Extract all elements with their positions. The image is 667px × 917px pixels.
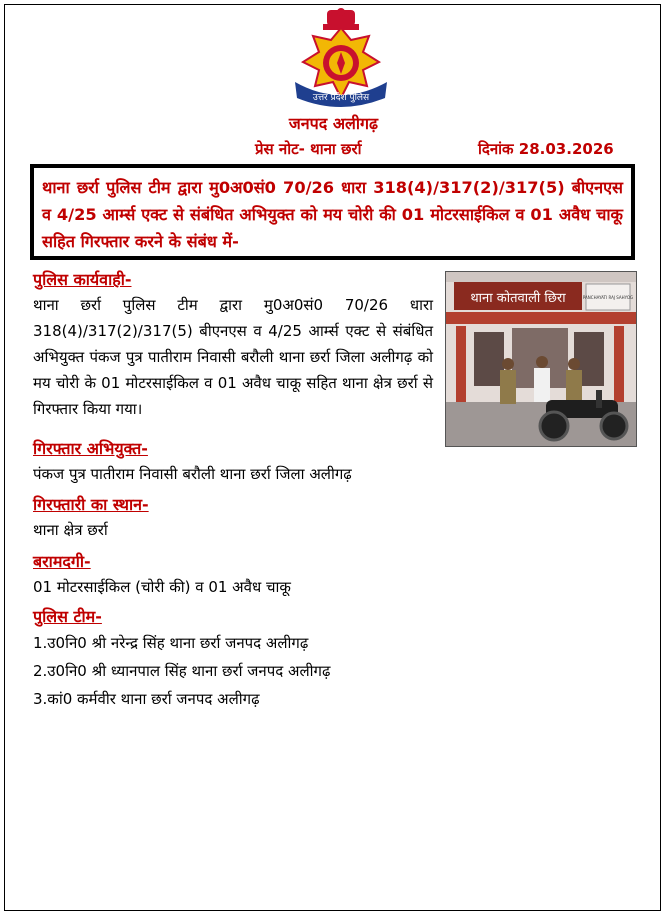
arrest-photo: [445, 271, 637, 447]
action-text: थाना छर्रा पुलिस टीम द्वारा मु0अ0सं0 70/26 धारा 318(4)/317(2)/317(5) बीएनएस व 4/25 आर्म्स एक्ट से संबंधित अभियुक्त पंकज पुत्र पातीराम निवासी बरौली थाना छर्रा जिला अलीगढ़ को मय चोरी के 01 मोटरसाईकिल व 01 अवैध चाकू सहित थाना क्षेत्र छर्रा से गिरफ्तार किया गया।: [33, 296, 433, 418]
press-note-date: दिनांक 28.03.2026: [478, 140, 614, 158]
headline-text: थाना छर्रा पुलिस टीम द्वारा मु0अ0सं0 70/26 धारा 318(4)/317(2)/317(5) बीएनएस व 4/25 आर्म्स एक्ट से संबंधित अभियुक्त को मय चोरी की 01 मोटरसाईकिल व 01 अवैध चाकू सहित गिरफ्तार करने के संबंध में-: [42, 178, 623, 251]
headline-box: [30, 164, 635, 260]
recovery-heading: बरामदगी-: [33, 552, 91, 571]
place-text: थाना क्षेत्र छर्रा: [33, 521, 108, 539]
action-heading: पुलिस कार्यवाही-: [33, 270, 132, 289]
team-heading: पुलिस टीम-: [33, 607, 102, 626]
photo-side-board: PANCHAYATI RAJ SAHYOG: [582, 295, 634, 300]
up-police-emblem-icon: [285, 6, 397, 110]
team-member-2: 2.उ0नि0 श्री ध्यानपाल सिंह थाना छर्रा जनपद अलीगढ़: [33, 662, 331, 680]
place-heading: गिरफ्तारी का स्थान-: [33, 495, 149, 514]
emblem-ribbon-text: उत्तर प्रदेश पुलिस: [312, 93, 370, 103]
police-station-photo-icon: [446, 272, 636, 446]
team-member-1: 1.उ0नि0 श्री नरेन्द्र सिंह थाना छर्रा जनपद अलीगढ़: [33, 634, 309, 652]
press-row: [0, 139, 667, 161]
accused-heading: गिरफ्तार अभियुक्त-: [33, 439, 148, 458]
district-name: जनपद अलीगढ़: [288, 114, 379, 133]
team-member-3: 3.कां0 कर्मवीर थाना छर्रा जनपद अलीगढ़: [33, 690, 260, 708]
photo-signboard: थाना कोतवाली छिरा: [470, 291, 566, 306]
press-note-title: प्रेस नोट- थाना छर्रा: [255, 140, 362, 158]
recovery-text: 01 मोटरसाईकिल (चोरी की) व 01 अवैध चाकू: [33, 578, 291, 596]
accused-text: पंकज पुत्र पातीराम निवासी बरौली थाना छर्रा जिला अलीगढ़: [33, 465, 352, 483]
